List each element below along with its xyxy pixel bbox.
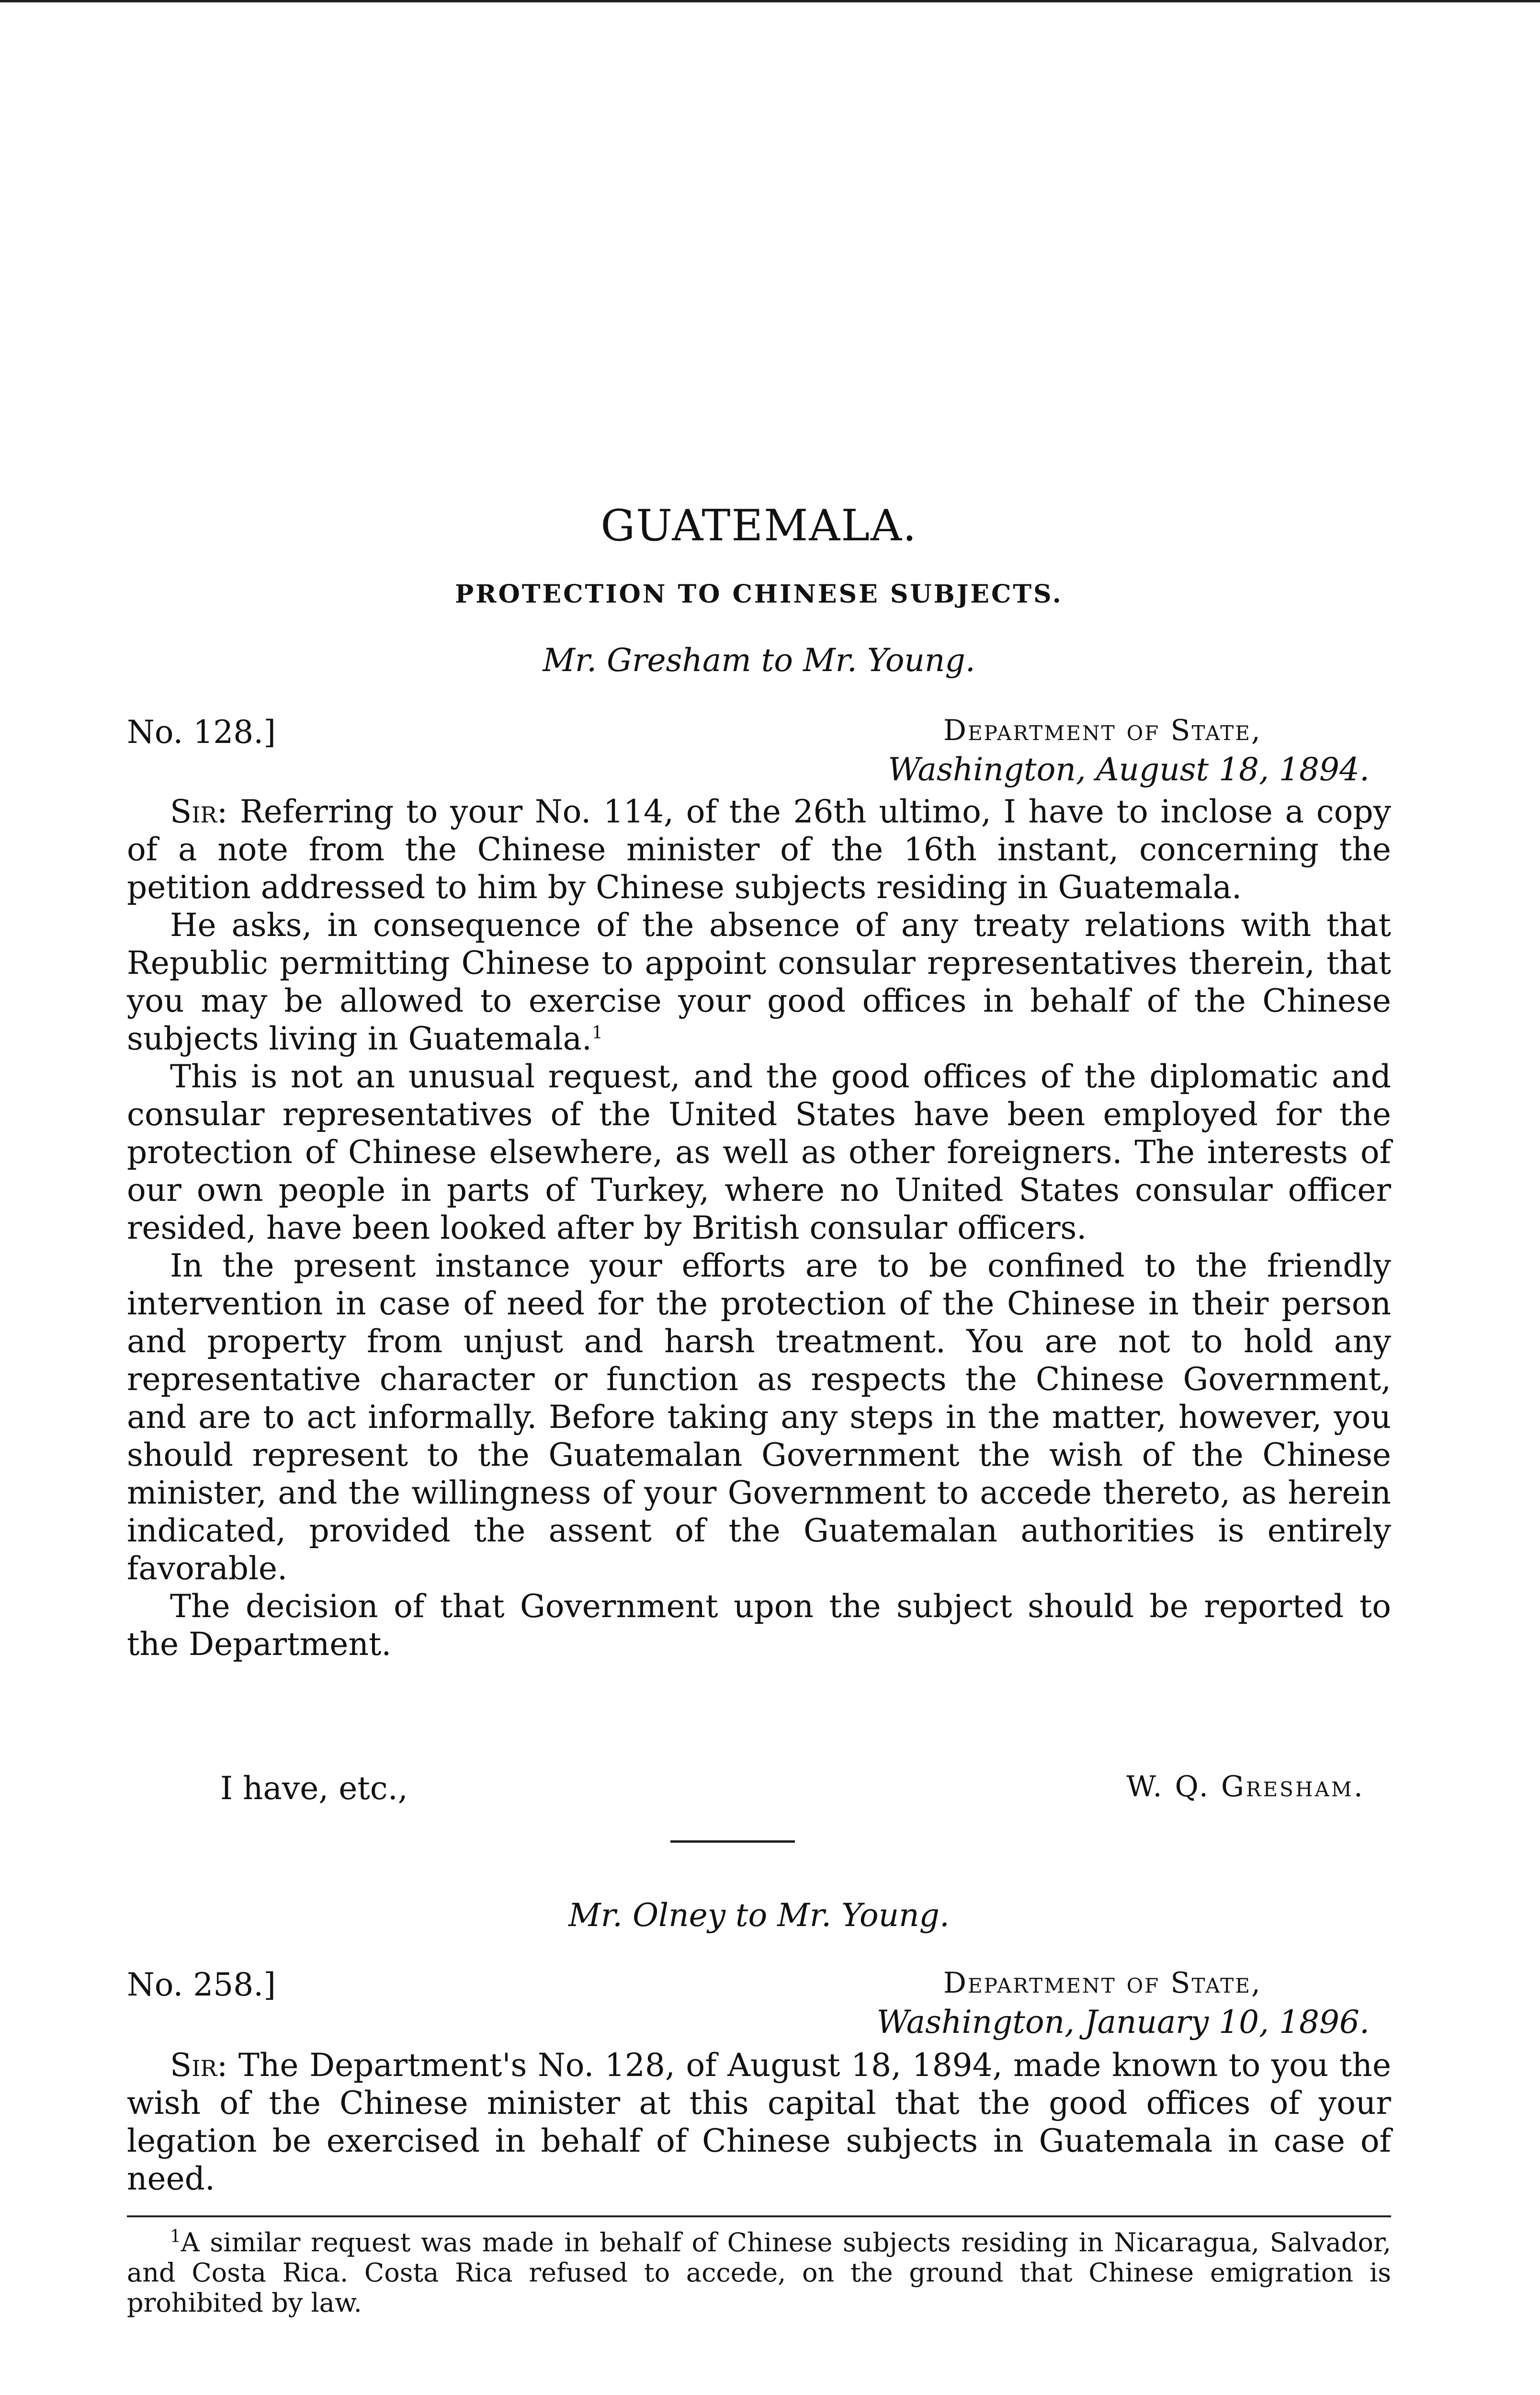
closing-phrase: I have, etc., xyxy=(220,1770,408,1807)
letter-2-header xyxy=(127,1966,1391,2053)
letter-1-header xyxy=(127,714,1391,800)
letter-2-correspondents: Mr. Olney to Mr. Young. xyxy=(568,1897,950,1934)
letter-2-paragraph: Sir: The Department's No. 128, of August 18, 1894, made known to you the wish of the Chinese minister at this capital that the good offices of your legation be exercised in behalf of Chinese subjects in Guatemala in case of need. xyxy=(127,2047,1391,2197)
footnote xyxy=(127,2227,1391,2318)
salutation: Sir: xyxy=(170,793,228,830)
letter-1-correspondents: Mr. Gresham to Mr. Young. xyxy=(543,642,975,679)
footnote-divider xyxy=(127,2215,1391,2217)
salutation: Sir: xyxy=(170,2047,228,2084)
letter-1-paragraph: In the present instance your efforts are to be confined to the friendly intervention in case of need for the protection of the Chinese in their person and property from unjust and harsh treatment. You are not to hold any representative character or function as respects the Chinese Government, and are to act informally. Before taking any steps in the matter, however, you should represent to the Guatemalan Government the wish of the Chinese minister, and the willingness of your Government to accede thereto, as herein indicated, provided the assent of the Guatemalan authorities is entirely favorable. xyxy=(127,1247,1391,1587)
letter-2-department: Department of State, xyxy=(943,1966,1262,2000)
letter-1-paragraph: He asks, in consequence of the absence of any treaty relations with that Republic permitting Chinese to appoint consular representatives therein, that you may be allowed to exercise your good offices in behalf of the Chinese subjects living in Guatemala.$^1$ xyxy=(127,907,1391,1057)
letter-1-place-date: Washington, August 18, 1894. xyxy=(888,751,1370,788)
signature: W. Q. Gresham. xyxy=(1126,1770,1365,1803)
country-heading: GUATEMALA. xyxy=(600,501,917,551)
letter-1-paragraph: Sir: Referring to your No. 114, of the 26th ultimo, I have to inclose a copy of a note from the Chinese minister of the 16th instant, concerning the petition addressed to him by Chinese subjects residing in Guatemala. xyxy=(127,793,1391,906)
footnote-marker: 1 xyxy=(591,1023,603,1043)
letter-2-body xyxy=(127,2046,1391,2198)
section-divider xyxy=(670,1840,795,1843)
letter-1-paragraph: This is not an unusual request, and the good offices of the diplomatic and consular representatives of the United States have been employed for the protection of Chinese elsewhere, as well as other foreigners. The interests of our own people in parts of Turkey, where no United States consular officer resided, have been looked after by British consular officers. xyxy=(127,1058,1391,1246)
letter-1-closing xyxy=(127,1770,1391,1808)
top-border-line xyxy=(0,0,1540,2)
letter-1-paragraph: The decision of that Government upon the subject should be reported to the Department. xyxy=(127,1588,1391,1663)
footnote-text: $^1$A similar request was made in behalf of Chinese subjects residing in Nicaragua, Salvador, and Costa Rica. Costa Rica refused to accede, on the ground that Chinese emigration is prohibited by law. xyxy=(127,2227,1391,2318)
letter-2-number: No. 258.] xyxy=(127,1966,276,2003)
subject-heading: PROTECTION TO CHINESE SUBJECTS. xyxy=(455,580,1063,609)
letter-2-place-date: Washington, January 10, 1896. xyxy=(876,2004,1370,2041)
footnote-marker: 1 xyxy=(170,2227,181,2247)
letter-1-body xyxy=(127,793,1391,1663)
letter-1-department: Department of State, xyxy=(943,714,1262,747)
letter-1-number: No. 128.] xyxy=(127,714,276,751)
